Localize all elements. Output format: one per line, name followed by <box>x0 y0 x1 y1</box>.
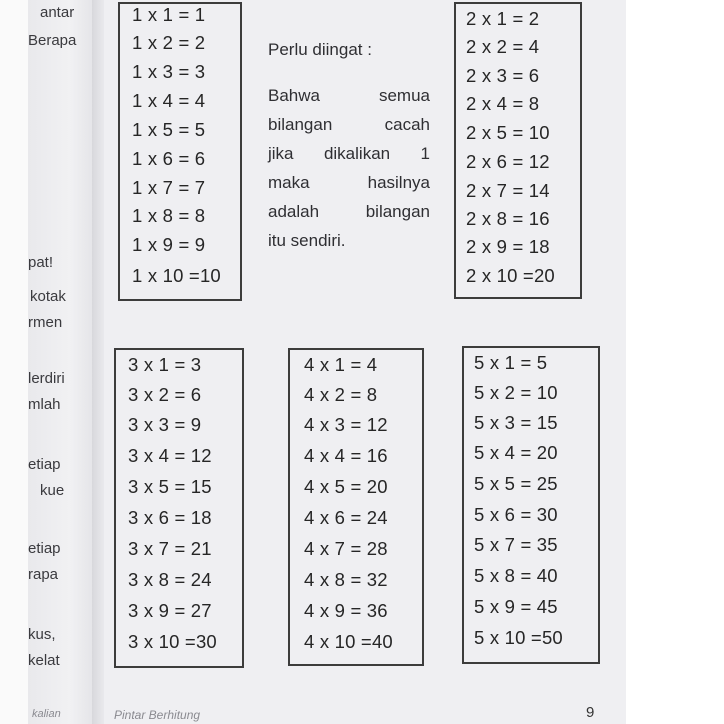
table-row: 1 x 3 = 3 <box>132 61 206 82</box>
table-row: 4 x 4 = 16 <box>304 445 388 466</box>
left-page-fragment: kalian <box>32 708 61 720</box>
note-line: itu sendiri. <box>268 231 346 250</box>
table-row: 4 x 1 = 4 <box>304 354 378 375</box>
times-table-1 <box>118 2 242 301</box>
table-row: 2 x 5 = 10 <box>466 122 550 143</box>
table-row: 1 x 8 = 8 <box>132 205 206 226</box>
table-row: 3 x 5 = 15 <box>128 476 212 497</box>
left-page-fragment: kus, <box>28 626 56 643</box>
table-row: 5 x 6 = 30 <box>474 504 558 525</box>
table-row: 5 x 4 = 20 <box>474 442 558 463</box>
times-table-4 <box>288 348 424 666</box>
table-row: 1 x 9 = 9 <box>132 234 206 255</box>
table-row: 3 x 9 = 27 <box>128 600 212 621</box>
table-row: 3 x 10 =30 <box>128 631 217 652</box>
left-page-fragment: kotak <box>30 288 66 305</box>
table-row: 3 x 7 = 21 <box>128 538 212 559</box>
table-row: 5 x 1 = 5 <box>474 352 548 373</box>
table-row: 4 x 3 = 12 <box>304 414 388 435</box>
table-row: 3 x 1 = 3 <box>128 354 202 375</box>
table-row: 3 x 8 = 24 <box>128 569 212 590</box>
table-row: 5 x 3 = 15 <box>474 412 558 433</box>
left-page-fragment: Berapa <box>28 32 77 49</box>
table-row: 2 x 6 = 12 <box>466 151 550 172</box>
left-page-fragment: rmen <box>28 314 63 331</box>
left-page-fragment: lerdiri <box>28 370 65 387</box>
left-page <box>28 0 98 724</box>
table-row: 1 x 6 = 6 <box>132 148 206 169</box>
note-line: maka hasilnya <box>268 173 430 192</box>
table-row: 5 x 7 = 35 <box>474 534 558 555</box>
left-margin <box>0 0 28 724</box>
times-table-3 <box>114 348 244 668</box>
page-number: 9 <box>586 704 595 721</box>
note-line: Bahwa semua <box>268 86 430 105</box>
background <box>626 0 724 724</box>
times-table-2 <box>454 2 582 299</box>
table-row: 2 x 2 = 4 <box>466 36 540 57</box>
table-row: 1 x 1 = 1 <box>132 4 206 25</box>
table-row: 1 x 10 =10 <box>132 265 221 286</box>
table-row: 5 x 5 = 25 <box>474 473 558 494</box>
table-row: 2 x 10 =20 <box>466 265 555 286</box>
table-row: 2 x 1 = 2 <box>466 8 540 29</box>
table-row: 4 x 8 = 32 <box>304 569 388 590</box>
table-row: 2 x 7 = 14 <box>466 180 550 201</box>
note-line: bilangan cacah <box>268 115 430 134</box>
table-row: 4 x 10 =40 <box>304 631 393 652</box>
table-row: 5 x 8 = 40 <box>474 565 558 586</box>
table-row: 4 x 6 = 24 <box>304 507 388 528</box>
table-row: 2 x 3 = 6 <box>466 65 540 86</box>
table-row: 3 x 2 = 6 <box>128 384 202 405</box>
table-row: 1 x 4 = 4 <box>132 90 206 111</box>
left-page-fragment: etiap <box>28 456 61 473</box>
table-row: 4 x 2 = 8 <box>304 384 378 405</box>
table-row: 2 x 4 = 8 <box>466 93 540 114</box>
footer-book-title: Pintar Berhitung <box>114 708 201 722</box>
left-page-fragment: etiap <box>28 540 61 557</box>
note-title: Perlu diingat : <box>268 40 372 59</box>
left-page-fragment: pat! <box>28 254 54 271</box>
table-row: 2 x 9 = 18 <box>466 236 550 257</box>
left-page-fragment: mlah <box>28 396 61 413</box>
table-row: 5 x 10 =50 <box>474 627 563 648</box>
table-row: 1 x 7 = 7 <box>132 177 206 198</box>
times-table-5 <box>462 346 600 664</box>
table-row: 5 x 2 = 10 <box>474 382 558 403</box>
left-page-fragment: rapa <box>28 566 59 583</box>
table-row: 2 x 8 = 16 <box>466 208 550 229</box>
left-page-fragment: kelat <box>28 652 60 669</box>
table-row: 1 x 2 = 2 <box>132 32 206 53</box>
table-row: 3 x 3 = 9 <box>128 414 202 435</box>
note-line: jika dikalikan 1 <box>268 144 430 163</box>
table-row: 5 x 9 = 45 <box>474 596 558 617</box>
table-row: 1 x 5 = 5 <box>132 119 206 140</box>
note-line: adalah bilangan <box>268 202 430 221</box>
table-row: 3 x 6 = 18 <box>128 507 212 528</box>
table-row: 4 x 9 = 36 <box>304 600 388 621</box>
table-row: 4 x 5 = 20 <box>304 476 388 497</box>
table-row: 4 x 7 = 28 <box>304 538 388 559</box>
left-page-fragment: antar <box>40 4 75 21</box>
left-page-fragment: kue <box>40 482 65 499</box>
table-row: 3 x 4 = 12 <box>128 445 212 466</box>
